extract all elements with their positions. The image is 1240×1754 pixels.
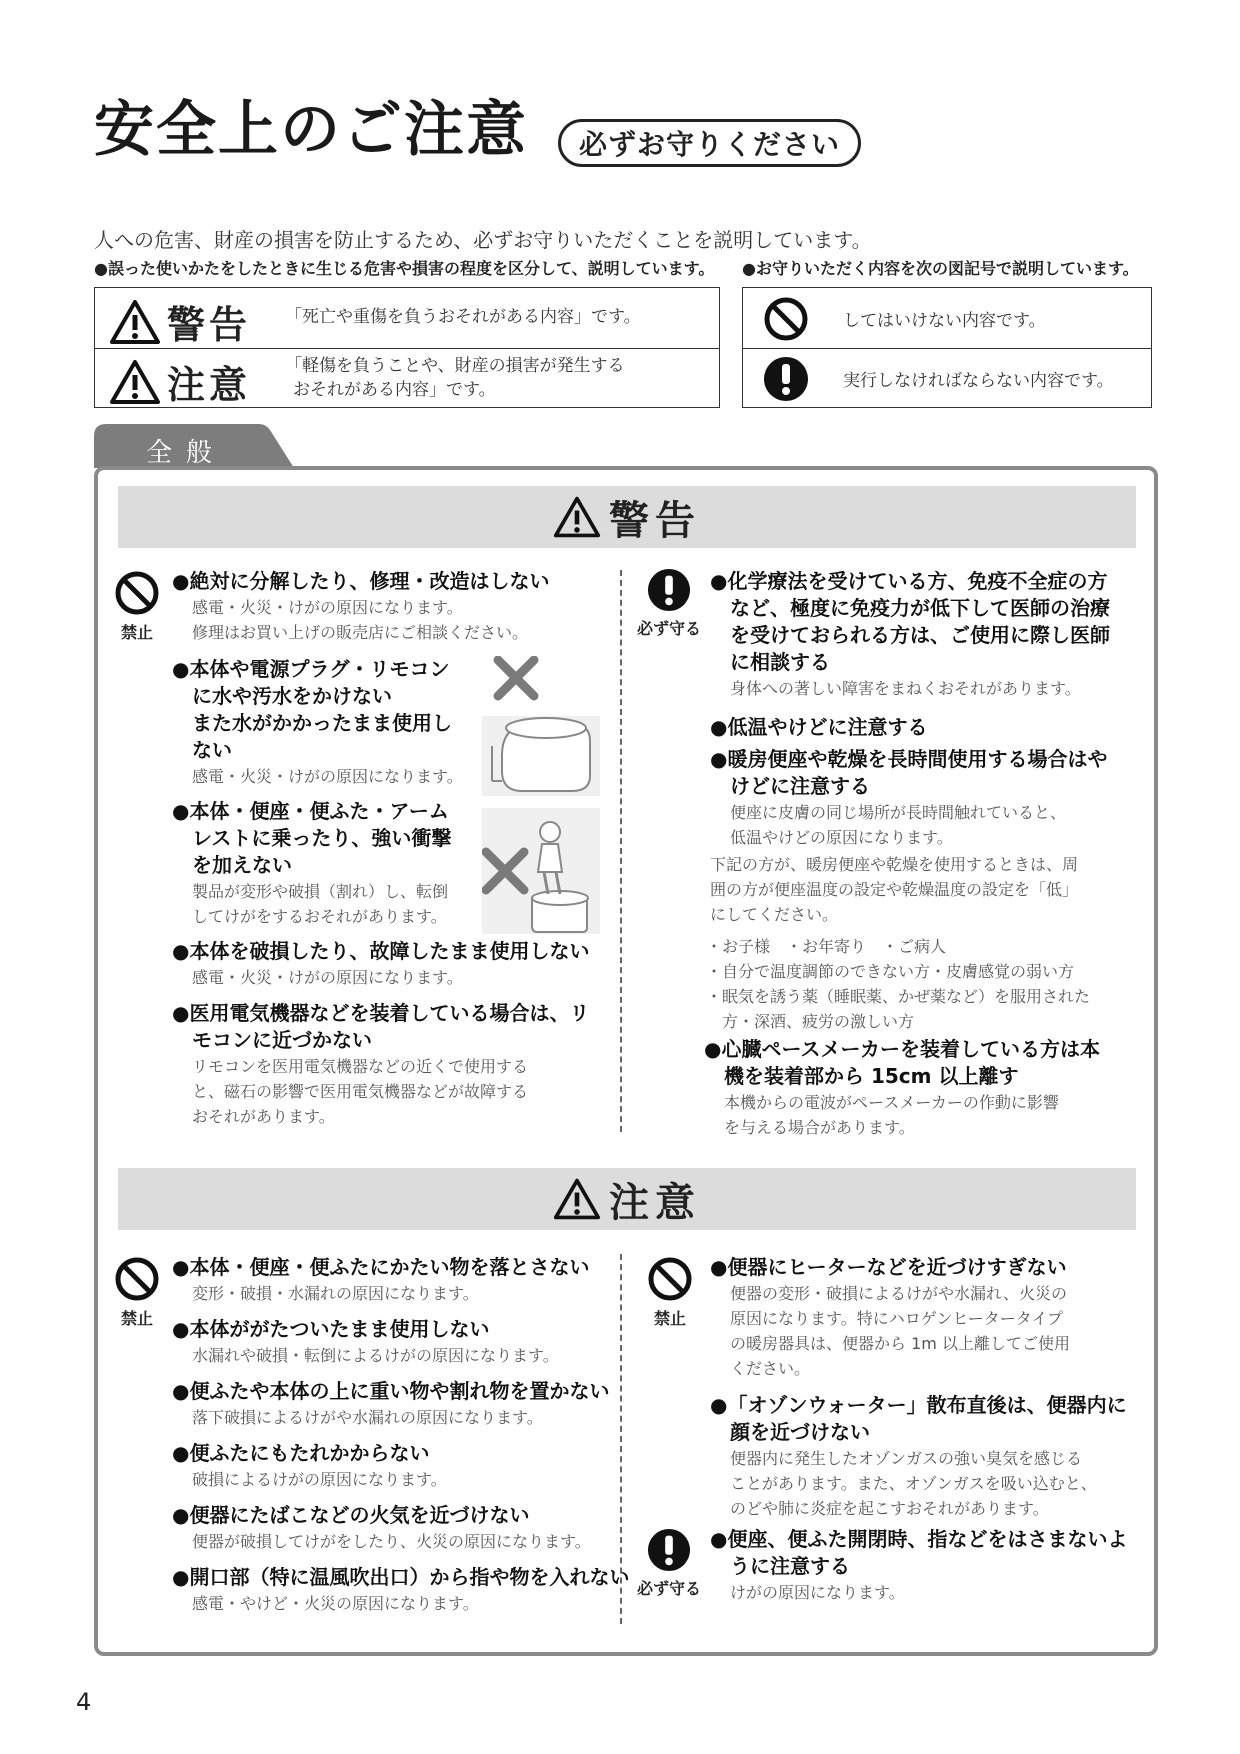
prohibit-icon <box>114 570 160 616</box>
caution-band-title: 注意 <box>609 1179 701 1226</box>
caution-item-8 <box>710 1392 1127 1521</box>
note-line: 囲の方が便座温度の設定や乾燥温度の設定を「低」 <box>710 880 1079 899</box>
warning-item-6 <box>710 568 1110 701</box>
item-heading: ●便座、便ふた開閉時、指などをはさまないよ <box>710 1527 1128 1551</box>
warning-item-9 <box>704 1036 1100 1140</box>
caution-item-3 <box>172 1378 609 1430</box>
item-heading: また水がかかったまま使用し <box>192 711 452 735</box>
caution-label: 注意 <box>167 363 252 407</box>
caution-item-2 <box>172 1316 559 1368</box>
must-do-icon <box>763 356 809 402</box>
note-line: にしてください。 <box>710 905 839 924</box>
warning-item-8 <box>710 746 1107 850</box>
item-detail: 本機からの電波がペースメーカーの作動に影響 <box>724 1093 1059 1112</box>
warning-note <box>710 852 1078 927</box>
item-detail: 身体への著しい障害をまねくおそれがあります。 <box>730 679 1081 698</box>
item-heading: ●便器にたばこなどの火気を近づけない <box>172 1503 530 1527</box>
item-detail: 原因になります。特にハロゲンヒータータイプ <box>730 1309 1063 1328</box>
warning-band <box>118 486 1136 548</box>
item-detail: 水漏れや破損・転倒によるけがの原因になります。 <box>192 1346 559 1365</box>
item-detail: してけがをするおそれがあります。 <box>192 907 447 926</box>
item-heading: ●本体を破損したり、故障したまま使用しない <box>172 939 590 963</box>
caution-triangle-icon <box>109 359 161 405</box>
item-detail: ください。 <box>730 1359 811 1378</box>
prohibit-label: 禁止 <box>120 1309 153 1328</box>
warning-item-5 <box>172 1000 589 1129</box>
item-heading: ●開口部（特に温風吹出口）から指や物を入れない <box>172 1565 630 1589</box>
column-divider <box>620 570 622 1132</box>
item-heading: ●本体・便座・便ふた・アーム <box>172 799 449 823</box>
warning-description: 「死亡や重傷を負うおそれがある内容」です。 <box>285 307 641 327</box>
item-detail: 便器内に発生したオゾンガスの強い臭気を感じる <box>730 1449 1083 1468</box>
item-detail: 低温やけどの原因になります。 <box>730 828 953 847</box>
item-heading: ●暖房便座や乾燥を長時間使用する場合はや <box>710 747 1108 771</box>
prohibit-label: 禁止 <box>120 623 153 642</box>
item-heading: ●化学療法を受けている方、免疫不全症の方 <box>710 569 1108 593</box>
item-heading: など、極度に免疫力が低下して医師の治療 <box>730 596 1110 620</box>
caution-item-1 <box>172 1254 589 1306</box>
warning-item-4 <box>172 938 589 990</box>
prohibit-icon <box>647 1256 693 1302</box>
warning-band-title: 警告 <box>609 497 701 544</box>
list-item: ・お子様 ・お年寄り ・ご病人 <box>706 937 947 956</box>
caution-item-7 <box>710 1254 1070 1381</box>
list-item: ・自分で温度調節のできない方・皮膚感覚の弱い方 <box>706 962 1075 981</box>
list-item: 方・深酒、疲労の激しい方 <box>706 1012 915 1031</box>
caution-item-5 <box>172 1502 591 1554</box>
must-do-description: 実行しなければならない内容です。 <box>843 371 1114 391</box>
intro-text: 人への危害、財産の損害を防止するため、必ずお守りいただくことを説明しています。 <box>94 228 872 252</box>
item-heading: を受けておられる方は、ご使用に際し医師 <box>730 623 1110 647</box>
prohibit-symbol <box>640 1256 700 1329</box>
item-heading: ●本体や電源プラグ・リモコン <box>172 657 450 681</box>
item-detail: 便座に皮膚の同じ場所が長時間触れていると、 <box>730 803 1067 822</box>
item-detail: けがの原因になります。 <box>730 1583 905 1602</box>
list-item: ・眠気を誘う薬（睡眠薬、かぜ薬など）を服用された <box>706 987 1091 1006</box>
page-title: 安全上のご注意 <box>94 95 528 165</box>
item-detail: と、磁石の影響で医用電気機器などが故障する <box>192 1082 529 1101</box>
item-detail: ことがあります。また、オゾンガスを吸い込むと、 <box>730 1474 1097 1493</box>
item-detail: を与える場合があります。 <box>724 1118 915 1137</box>
item-detail: 感電・火災・けがの原因になります。 <box>192 598 463 617</box>
warning-item-7 <box>710 714 927 741</box>
caution-desc-line: おそれがある内容」です。 <box>293 380 496 400</box>
item-heading: ●絶対に分解したり、修理・改造はしない <box>172 569 550 593</box>
symbol-legend <box>742 287 1152 408</box>
item-detail: 便器が破損してけがをしたり、火災の原因になります。 <box>192 1532 591 1551</box>
caution-item-9 <box>710 1526 1127 1605</box>
prohibit-symbol <box>107 1256 167 1329</box>
item-detail: 製品が変形や破損（割れ）し、転倒 <box>192 882 449 901</box>
caution-item-4 <box>172 1440 447 1492</box>
item-heading: ●便ふたにもたれかからない <box>172 1441 430 1465</box>
caution-item-6 <box>172 1564 629 1616</box>
must-label: 必ず守る <box>636 619 701 638</box>
item-heading: ●低温やけどに注意する <box>710 715 928 739</box>
section-tab-label: 全般 <box>146 438 227 468</box>
warning-label: 警告 <box>167 303 252 347</box>
item-detail: 落下破損によるけがや水漏れの原因になります。 <box>192 1408 543 1427</box>
caution-description <box>285 354 625 402</box>
item-heading: ●心臓ペースメーカーを装着している方は本 <box>704 1037 1101 1061</box>
item-detail: 便器の変形・破損によるけがや水漏れ、火災の <box>730 1284 1067 1303</box>
item-heading: ●本体ががたついたまま使用しない <box>172 1317 490 1341</box>
prohibit-description: してはいけない内容です。 <box>843 311 1046 331</box>
must-follow-badge: 必ずお守りください <box>558 119 861 167</box>
item-heading: レストに乗ったり、強い衝撃 <box>192 826 452 850</box>
item-detail: の暖房器具は、便器から 1m 以上離してご使用 <box>730 1334 1070 1353</box>
warning-target-list <box>706 934 1090 1034</box>
item-heading: モコンに近づかない <box>192 1028 372 1052</box>
prohibit-symbol <box>107 570 167 643</box>
page-number: 4 <box>76 1688 92 1716</box>
item-heading: に水や汚水をかけない <box>192 684 392 708</box>
caution-desc-line: 「軽傷を負うことや、財産の損害が発生する <box>285 356 625 376</box>
item-detail: 修理はお買い上げの販売店にご相談ください。 <box>192 623 529 642</box>
level-legend-caption: ●誤った使いかたをしたときに生じる危害や損害の程度を区分して、説明しています。 <box>94 259 715 278</box>
item-detail: 感電・やけど・火災の原因になります。 <box>192 1594 479 1613</box>
prohibit-label: 禁止 <box>653 1309 686 1328</box>
item-heading: ●医用電気機器などを装着している場合は、リ <box>172 1001 590 1025</box>
item-heading: ない <box>192 738 232 762</box>
item-detail: リモコンを医用電気機器などの近くで使用する <box>192 1057 529 1076</box>
caution-triangle-icon <box>553 1177 601 1221</box>
warning-triangle-icon <box>109 299 161 345</box>
must-symbol <box>632 568 706 639</box>
toilet-water-prohibited-illustration <box>482 656 600 796</box>
warning-item-2 <box>172 656 463 789</box>
item-heading: ●便器にヒーターなどを近づけすぎない <box>710 1255 1067 1279</box>
item-heading: を加えない <box>192 853 292 877</box>
level-legend <box>94 287 720 408</box>
must-symbol <box>632 1528 706 1599</box>
item-heading: うに注意する <box>730 1554 850 1578</box>
item-detail: のどや肺に炎症を起こすおそれがあります。 <box>730 1499 1049 1518</box>
item-heading: けどに注意する <box>730 774 870 798</box>
item-heading: 機を装着部から 15cm 以上離す <box>724 1064 1019 1088</box>
item-heading: ●「オゾンウォーター」散布直後は、便器内に <box>710 1393 1127 1417</box>
note-line: 下記の方が、暖房便座や乾燥を使用するときは、周 <box>710 855 1079 874</box>
prohibit-icon <box>114 1256 160 1302</box>
item-heading: 顔を近づけない <box>730 1420 870 1444</box>
item-detail: 感電・火災・けがの原因になります。 <box>192 968 463 987</box>
item-detail: 感電・火災・けがの原因になります。 <box>192 767 463 786</box>
warning-item-3 <box>172 798 451 929</box>
item-detail: 破損によるけがの原因になります。 <box>192 1470 447 1489</box>
must-do-icon <box>647 568 691 612</box>
prohibit-icon <box>763 296 809 342</box>
item-heading: ●便ふたや本体の上に重い物や割れ物を置かない <box>172 1379 610 1403</box>
caution-band <box>118 1168 1136 1230</box>
must-do-icon <box>647 1528 691 1572</box>
warning-triangle-icon <box>553 495 601 539</box>
item-heading: に相談する <box>730 650 830 674</box>
item-detail: 変形・破損・水漏れの原因になります。 <box>192 1284 479 1303</box>
standing-on-toilet-prohibited-illustration <box>482 808 600 934</box>
item-heading: ●本体・便座・便ふたにかたい物を落とさない <box>172 1255 590 1279</box>
symbol-legend-caption: ●お守りいただく内容を次の図記号で説明しています。 <box>742 259 1139 278</box>
must-label: 必ず守る <box>636 1579 701 1598</box>
warning-item-1 <box>172 568 549 645</box>
item-detail: おそれがあります。 <box>192 1107 335 1126</box>
